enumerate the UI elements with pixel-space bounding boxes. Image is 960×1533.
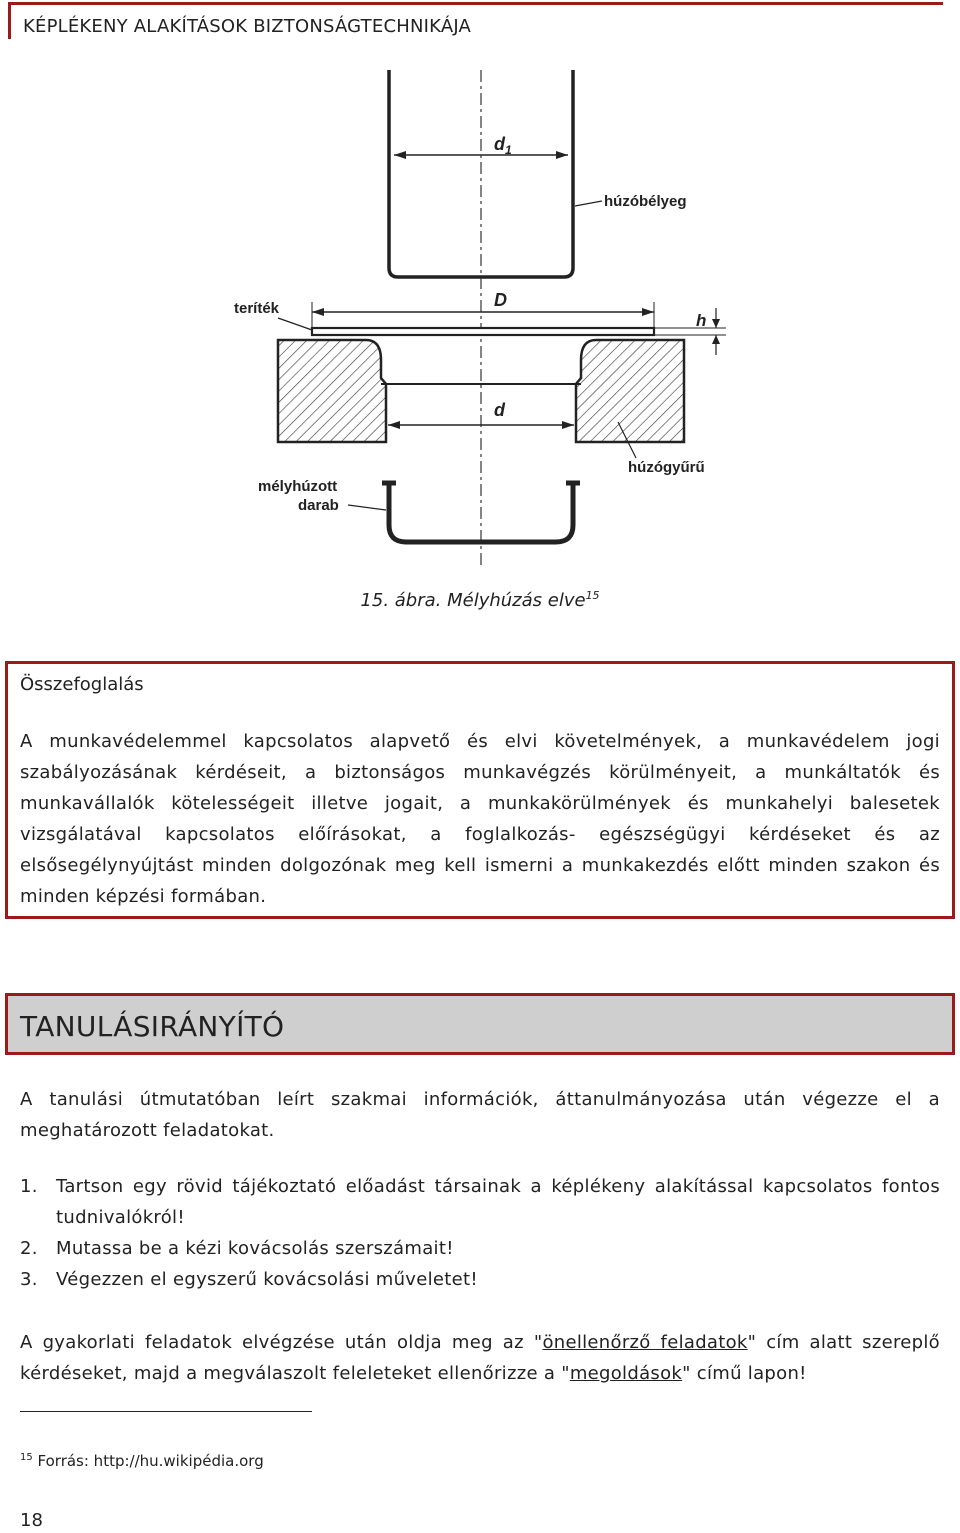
learning-guide-banner	[5, 993, 955, 1055]
die-right	[576, 340, 684, 442]
page-header	[8, 2, 943, 39]
label-part-line1: mélyhúzott	[258, 478, 338, 495]
label-d1: $d_1$	[494, 134, 512, 157]
guide-closing: A gyakorlati feladatok elvégzése után oldja meg az "önellenőrző feladatok" cím alatt szereplő kérdéseket, majd a megválaszolt feleleteket ellenőrizze a "megoldások" című lapon!	[20, 1332, 940, 1384]
page-number: 18	[20, 1510, 43, 1531]
label-blank: teríték	[234, 300, 280, 317]
task-list	[20, 1171, 940, 1295]
label-part-line2: darab	[298, 497, 339, 514]
label-D: D	[494, 290, 507, 310]
deep-drawing-diagram	[226, 70, 736, 570]
header-title: KÉPLÉKENY ALAKÍTÁSOK BIZTONSÁGTECHNIKÁJA	[23, 16, 472, 37]
summary-title: Összefoglalás	[20, 674, 144, 695]
label-punch: húzóbélyeg	[604, 193, 687, 210]
footnote-separator	[20, 1411, 312, 1412]
task-number: 2.	[20, 1238, 38, 1259]
summary-text: A munkavédelemmel kapcsolatos alapvető és elvi követelmények, a munkavédelem jogi szabályozásának kérdéseit, a biztonságos munkavégzés körülményeit, a munkáltatók és munkavállalók kötelességeit illetve jogait, a munkakörülmények és munkahelyi balesetek vizsgálatával kapcsolatos előírásokat, a foglalkozás- egészségügyi kérdéseket és az elsősegélynyújtást minden dolgozónak meg kell ismerni a munkakezdés előtt minden szakon és minden képzési formában.	[20, 731, 940, 907]
task-text: Mutassa be a kézi kovácsolás szerszámait!	[56, 1238, 454, 1259]
footnote-source: Forrás: http://hu.wikipédia.org	[37, 1452, 264, 1470]
label-die: húzógyűrű	[628, 459, 705, 476]
footnote: $^{15}$ Forrás: http://hu.wikipédia.org	[20, 1452, 264, 1470]
task-number: 1.	[20, 1176, 38, 1197]
task-text: Végezzen el egyszerű kovácsolási műveletet!	[56, 1269, 478, 1290]
blank-sheet	[312, 328, 654, 335]
task-number: 3.	[20, 1269, 38, 1290]
label-d: d	[494, 400, 505, 420]
label-h: h	[696, 311, 707, 330]
figure-caption: 15. ábra. Mélyhúzás elve$^{15}$	[360, 589, 600, 611]
summary-box	[5, 661, 955, 919]
solutions-link[interactable]: megoldások	[569, 1363, 683, 1384]
list-item	[20, 1171, 940, 1233]
learning-guide-title: TANULÁSIRÁNYÍTÓ	[20, 1010, 285, 1043]
list-item	[20, 1264, 940, 1295]
task-text: Tartson egy rövid tájékoztató előadást társainak a képlékeny alakítással kapcsolatos fontos tudnivalókról!	[56, 1176, 940, 1228]
list-item	[20, 1233, 940, 1264]
self-check-link[interactable]: önellenőrző feladatok	[542, 1332, 748, 1353]
guide-intro: A tanulási útmutatóban leírt szakmai információk, áttanulmányozása után végezze el a meghatározott feladatokat.	[20, 1089, 940, 1141]
die-left	[278, 340, 386, 442]
